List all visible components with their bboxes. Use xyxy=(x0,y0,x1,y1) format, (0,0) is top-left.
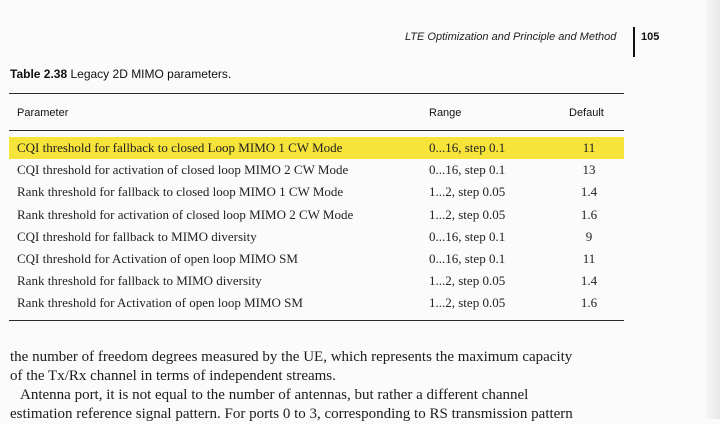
cell-range: 0...16, step 0.1 xyxy=(429,162,506,178)
page-edge xyxy=(706,0,720,419)
table-row xyxy=(9,137,624,159)
body-line: Antenna port, it is not equal to the number of antennas, but rather a different channel xyxy=(20,387,529,403)
cell-default: 11 xyxy=(582,251,596,266)
body-line: the number of freedom degrees measured by the UE, which represents the maximum capacity xyxy=(10,349,573,365)
table-number: Table 2.38 xyxy=(10,67,68,81)
table-row xyxy=(9,159,624,181)
body-paragraph xyxy=(10,348,630,424)
cell-parameter: Rank threshold for Activation of open loop MIMO SM xyxy=(17,295,303,311)
cell-default: 13 xyxy=(582,162,596,178)
body-line: estimation reference signal pattern. For ports 0 to 3, corresponding to RS transmission pattern xyxy=(10,406,573,422)
page-number: 105 xyxy=(641,31,660,43)
table-header-rule xyxy=(9,130,624,131)
cell-parameter: Rank threshold for fallback to closed loop MIMO 1 CW Mode xyxy=(17,184,344,200)
table-bottom-rule xyxy=(9,320,624,321)
cell-default: 11 xyxy=(582,140,596,155)
cell-parameter: Rank threshold for activation of closed loop MIMO 2 CW Mode xyxy=(17,206,354,222)
header-divider xyxy=(633,27,635,57)
body-line: of the Tx/Rx channel in terms of independent streams. xyxy=(10,368,336,384)
cell-range: 1...2, step 0.05 xyxy=(429,184,506,200)
column-header-range: Range xyxy=(429,107,462,119)
cell-parameter: CQI threshold for Activation of open loop MIMO SM xyxy=(17,251,298,266)
table-row xyxy=(9,204,624,226)
table-row xyxy=(9,226,624,248)
cell-range: 0...16, step 0.1 xyxy=(429,228,506,244)
cell-range: 1...2, step 0.05 xyxy=(429,206,506,222)
table-row xyxy=(9,292,624,314)
table-top-rule xyxy=(9,93,624,94)
cell-range: 1...2, step 0.05 xyxy=(429,295,506,311)
column-header-parameter: Parameter xyxy=(17,107,69,119)
cell-range: 0...16, step 0.1 xyxy=(429,140,506,155)
table-title: Legacy 2D MIMO parameters. xyxy=(70,67,232,81)
cell-parameter: CQI threshold for fallback to closed Loop MIMO 1 CW Mode xyxy=(17,140,343,155)
cell-default: 1.4 xyxy=(580,184,598,200)
table-row xyxy=(9,181,624,203)
cell-parameter: CQI threshold for activation of closed loop MIMO 2 CW Mode xyxy=(17,162,349,178)
running-header-title: LTE Optimization and Principle and Method xyxy=(405,31,617,43)
cell-range: 1...2, step 0.05 xyxy=(429,273,506,289)
table-row xyxy=(9,270,624,292)
cell-range: 0...16, step 0.1 xyxy=(429,251,506,266)
cell-parameter: CQI threshold for fallback to MIMO diversity xyxy=(17,228,257,244)
table-caption xyxy=(10,67,231,81)
cell-default: 9 xyxy=(585,228,593,244)
table-row xyxy=(9,248,624,270)
cell-default: 1.4 xyxy=(580,273,598,289)
cell-default: 1.6 xyxy=(580,295,598,311)
cell-parameter: Rank threshold for fallback to MIMO diversity xyxy=(17,273,262,289)
cell-default: 1.6 xyxy=(580,206,598,222)
column-header-default: Default xyxy=(569,107,604,119)
